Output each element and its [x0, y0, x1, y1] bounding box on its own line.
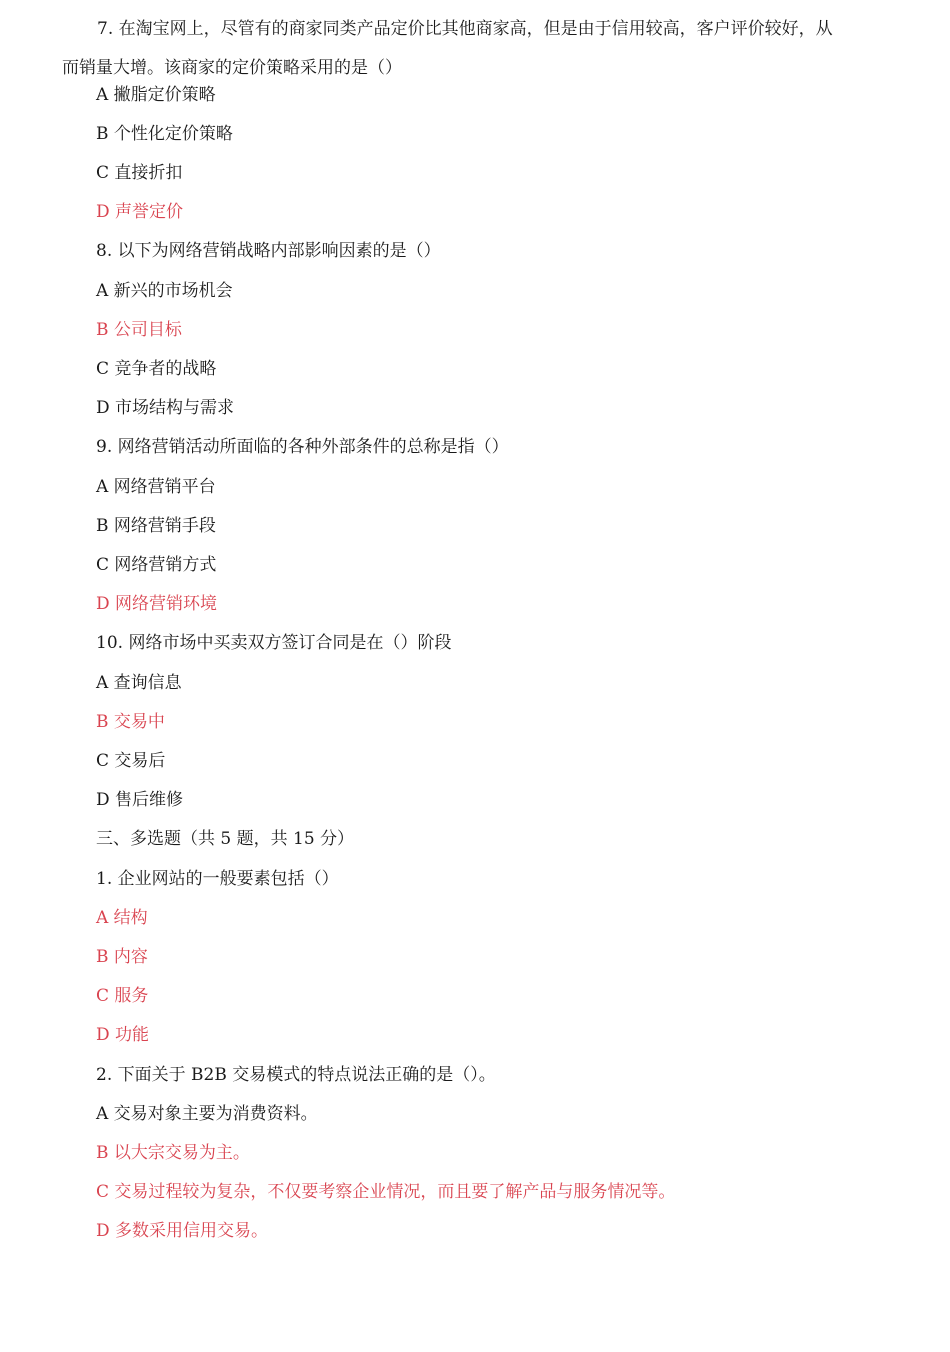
multi-question-1-option-d-answer: D 功能 — [96, 1025, 150, 1045]
multi-question-2-option-d-answer: D 多数采用信用交易。 — [96, 1221, 269, 1241]
question-10-option-c: C 交易后 — [96, 751, 166, 771]
question-8-stem: 8. 以下为网络营销战略内部影响因素的是（） — [96, 241, 441, 261]
question-8-option-a: A 新兴的市场机会 — [96, 281, 233, 301]
multi-question-2-stem: 2. 下面关于 B2B 交易模式的特点说法正确的是（）。 — [96, 1065, 496, 1085]
question-7-option-c: C 直接折扣 — [96, 163, 183, 183]
question-9-option-c: C 网络营销方式 — [96, 555, 217, 575]
multi-question-2-option-a: A 交易对象主要为消费资料。 — [96, 1104, 318, 1124]
question-9-stem: 9. 网络营销活动所面临的各种外部条件的总称是指（） — [96, 437, 509, 457]
multi-question-1-option-a-answer: A 结构 — [96, 908, 148, 928]
question-10-option-a: A 查询信息 — [96, 673, 182, 693]
question-10-option-d: D 售后维修 — [96, 790, 184, 810]
question-9-option-b: B 网络营销手段 — [96, 516, 216, 536]
question-7-option-b: B 个性化定价策略 — [96, 124, 233, 144]
question-9-option-a: A 网络营销平台 — [96, 477, 216, 497]
question-9-option-d-answer: D 网络营销环境 — [96, 594, 218, 614]
multi-question-2-option-c-answer: C 交易过程较为复杂，不仅要考察企业情况，而且要了解产品与服务情况等。 — [96, 1182, 676, 1202]
multi-question-1-option-b-answer: B 内容 — [96, 947, 148, 967]
question-7-option-d-answer: D 声誉定价 — [96, 202, 184, 222]
question-7-stem-line2: 而销量大增。该商家的定价策略采用的是（） — [62, 58, 402, 78]
question-8-option-b-answer: B 公司目标 — [96, 320, 182, 340]
multi-question-1-option-c-answer: C 服务 — [96, 986, 149, 1006]
question-8-option-c: C 竞争者的战略 — [96, 359, 217, 379]
question-10-stem: 10. 网络市场中买卖双方签订合同是在（）阶段 — [96, 633, 452, 653]
question-8-option-d: D 市场结构与需求 — [96, 398, 235, 418]
multi-question-2-option-b-answer: B 以大宗交易为主。 — [96, 1143, 250, 1163]
multi-question-1-stem: 1. 企业网站的一般要素包括（） — [96, 869, 339, 889]
question-10-option-b-answer: B 交易中 — [96, 712, 165, 732]
question-7-option-a: A 撇脂定价策略 — [96, 85, 216, 105]
section-heading-multiple-choice: 三、多选题（共 5 题，共 15 分） — [96, 829, 355, 849]
question-7-stem-line1: 7. 在淘宝网上，尽管有的商家同类产品定价比其他商家高，但是由于信用较高，客户评价较好，从 — [97, 19, 833, 39]
